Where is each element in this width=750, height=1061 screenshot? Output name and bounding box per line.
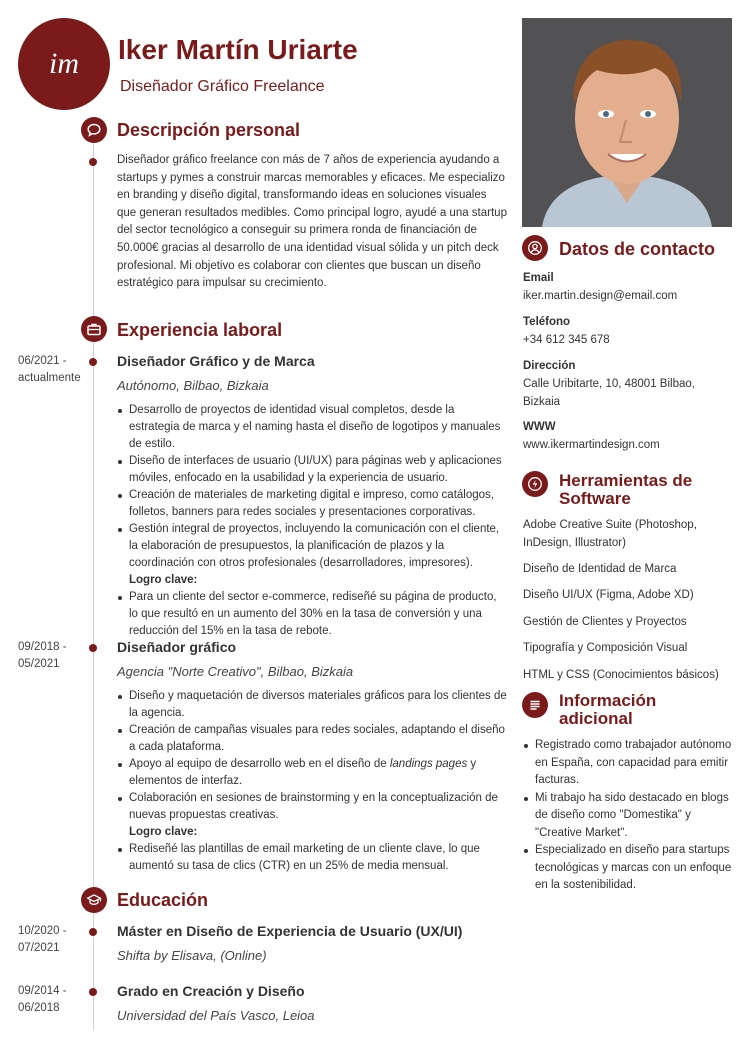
job-title: Diseñador gráfico (117, 639, 237, 655)
list-item: Para un cliente del sector e-commerce, rediseñé su página de producto, lo que resultó en un aumento del 30% en la tasa de conversión y una reducción del 15% en la tasa de rebote. (117, 589, 507, 640)
timeline-dot (89, 988, 97, 996)
section-title-education: Educación (117, 890, 209, 910)
email-value[interactable]: iker.martin.design@email.com (523, 290, 678, 302)
tool-item: HTML y CSS (Conocimientos básicos) (523, 669, 719, 681)
tool-item: Diseño de Identidad de Marca (523, 563, 677, 575)
briefcase-icon (81, 316, 107, 342)
list-item: Mi trabajo ha sido destacado en blogs de diseño como "Domestika" y "Creative Market". (523, 790, 733, 843)
candidate-name: Iker Martín Uriarte (118, 34, 358, 65)
profile-photo-illustration (522, 18, 732, 227)
list-item: Registrado como trabajador autónomo en España, con capacidad para emitir facturas. (523, 737, 733, 790)
candidate-role: Diseñador Gráfico Freelance (120, 78, 325, 95)
web-label: WWW (523, 421, 556, 433)
tool-item: Diseño UI/UX (Figma, Adobe XD) (523, 589, 694, 601)
list-item: Rediseñé las plantillas de email marketing de un cliente clave, lo que aumentó su tasa de clics (CTR) en un 25% de media mensual. (117, 841, 507, 875)
phone-label: Teléfono (523, 316, 571, 328)
additional-list (523, 737, 733, 895)
section-title-additional: Información adicional (559, 691, 657, 728)
job-company: Autónomo, Bilbao, Bizkaia (117, 378, 269, 393)
timeline-dot (89, 644, 97, 652)
list-item: Especializado en diseño para startups tecnológicas y marcas con un enfoque en la sostenibilidad. (523, 842, 733, 895)
school-name: Universidad del País Vasco, Leioa (117, 1008, 315, 1023)
list-item: Diseño y maquetación de diversos materiales gráficos para los clientes de la agencia. (117, 688, 507, 722)
section-title-tools: Herramientas de Software (559, 471, 693, 508)
job-company: Agencia "Norte Creativo", Bilbao, Bizkaia (117, 664, 354, 679)
user-icon (522, 235, 548, 261)
bullet-text: y elementos de interfaz. (129, 758, 477, 787)
job-date: 06/2021 - actualmente (18, 355, 81, 384)
job-bullets (117, 688, 507, 875)
section-title-experience: Experiencia laboral (117, 320, 283, 340)
list-item: Creación de materiales de marketing digital e impreso, como catálogos, folletos, banners para redes sociales y presentaciones corporativas. (117, 487, 507, 521)
address-value: Calle Uribitarte, 10, 48001 Bilbao, Bizkaia (523, 378, 695, 408)
list-item (117, 756, 507, 790)
job-date: 09/2018 - 05/2021 (18, 641, 67, 670)
key-achievement-label: Logro clave: (129, 826, 198, 838)
email-label: Email (523, 272, 554, 284)
key-achievement-label: Logro clave: (129, 574, 198, 586)
school-name: Shifta by Elisava, (Online) (117, 948, 267, 963)
timeline-dot (89, 358, 97, 366)
bullet-emphasis: landings pages (389, 758, 468, 770)
phone-value[interactable]: +34 612 345 678 (523, 334, 610, 346)
section-title-profile: Descripción personal (117, 120, 301, 140)
list-item: Diseño de interfaces de usuario (UI/UX) para páginas web y aplicaciones móviles, enfocado en la usabilidad y la experiencia de usuario. (117, 453, 507, 487)
timeline-dot (89, 928, 97, 936)
job-title: Diseñador Gráfico y de Marca (117, 353, 315, 369)
section-title-contact: Datos de contacto (559, 239, 716, 259)
speech-bubble-icon (81, 117, 107, 143)
bullet-text: Apoyo al equipo de desarrollo web en el diseño de (129, 758, 390, 770)
degree-title: Grado en Creación y Diseño (117, 983, 305, 999)
list-item: Colaboración en sesiones de brainstorming y en la conceptualización de nuevas propuestas creativas. (117, 790, 507, 824)
job-bullets (117, 402, 507, 640)
address-label: Dirección (523, 360, 576, 372)
profile-photo (522, 18, 732, 227)
document-lines-icon (522, 692, 548, 718)
tool-item: Gestión de Clientes y Proyectos (523, 616, 687, 628)
list-item: Gestión integral de proyectos, incluyendo la comunicación con el cliente, la elaboración de presupuestos, la planificación de plazos y la coordinación con otros profesionales (desarrolladores, impresores). (117, 521, 507, 572)
education-date: 10/2020 - 07/2021 (18, 925, 67, 954)
profile-text: Diseñador gráfico freelance con más de 7 años de experiencia ayudando a startups y pymes a construir marcas memorables y eficaces. Me especializo en branding y diseño digital, transformando ideas en soluciones visuales que generan resultados medibles. Como principal logro, ayudé a una startup del sector tecnológico a conseguir su primera ronda de financiación de 50.000€ gracias al desarrollo de una identidad visual sólida y un pitch deck profesional. Mi objetivo es colaborar con clientes que buscan un diseño estratégico para impulsar su crecimiento. (117, 154, 507, 290)
list-item: Creación de campañas visuales para redes sociales, adaptando el diseño a cada plataforma. (117, 722, 507, 756)
tool-item: Adobe Creative Suite (Photoshop, InDesign, Illustrator) (523, 519, 697, 549)
monogram-logo: im (18, 18, 110, 110)
timeline-dot (89, 158, 97, 166)
list-item: Desarrollo de proyectos de identidad visual completos, desde la estrategia de marca y el naming hasta el diseño de logotipos y manuales de estilo. (117, 402, 507, 453)
graduation-cap-icon (81, 887, 107, 913)
education-date: 09/2014 - 06/2018 (18, 985, 67, 1014)
lightning-icon (522, 471, 548, 497)
degree-title: Máster en Diseño de Experiencia de Usuario (UX/UI) (117, 923, 463, 939)
web-value[interactable]: www.ikermartindesign.com (523, 439, 660, 451)
tool-item: Tipografía y Composición Visual (523, 642, 688, 654)
